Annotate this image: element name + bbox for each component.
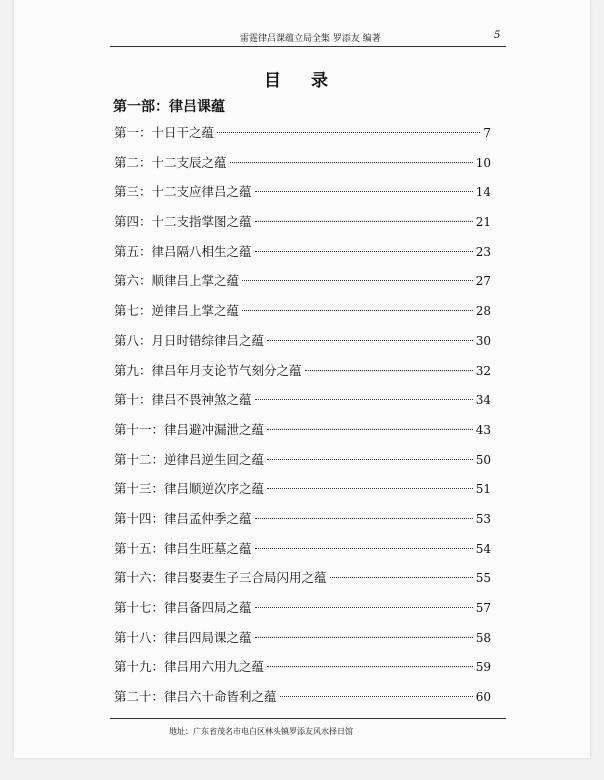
toc-entry: [114, 534, 491, 564]
toc-entry-page: 60: [475, 690, 491, 705]
toc-entry: [114, 682, 491, 712]
toc-title: 目 录: [264, 71, 340, 91]
toc-entry-label: 第十二：逆律吕逆生回之蕴: [114, 451, 265, 467]
toc-entry: [114, 356, 491, 386]
toc-entry-page: 10: [475, 155, 491, 170]
toc-entry-page: 23: [475, 244, 491, 259]
dot-leader: [242, 280, 473, 281]
toc-entry-page: 57: [475, 601, 491, 615]
footer-rule: [110, 718, 506, 719]
toc-entry-label: 第十七：律吕备四局之蕴: [114, 600, 252, 615]
dot-leader: [255, 251, 473, 252]
toc-entry-label: 第十：律吕不畏神煞之蕴: [114, 392, 252, 408]
toc-entry-page: 58: [475, 630, 491, 645]
toc-entry: [114, 445, 491, 475]
toc-entry-label: 第十六：律吕娶妻生子三合局闪用之蕴: [114, 570, 327, 586]
dot-leader: [230, 162, 473, 163]
dot-leader: [242, 310, 473, 311]
toc-entry-page: 59: [475, 660, 491, 675]
running-header: [110, 30, 506, 47]
page-number: 5: [494, 30, 501, 41]
toc-entry: [114, 326, 491, 356]
dot-leader: [330, 577, 473, 578]
toc-entry-page: 28: [475, 304, 491, 319]
dot-leader: [217, 132, 480, 133]
dot-leader: [267, 459, 473, 460]
toc-entry: [114, 118, 491, 148]
dot-leader: [267, 666, 473, 667]
toc-entry-page: 14: [475, 185, 491, 200]
toc-entry-label: 第十五：律吕生旺墓之蕴: [114, 540, 252, 556]
toc-entry: [114, 563, 491, 593]
toc-entry-label: 第四：十二支指掌图之蕴: [114, 214, 252, 230]
toc-entry: [114, 593, 491, 623]
toc-entry-label: 第八：月日时错综律吕之蕴: [114, 332, 265, 348]
dot-leader: [255, 191, 473, 192]
toc-entry: [114, 504, 491, 534]
dot-leader: [267, 429, 473, 430]
dot-leader: [267, 340, 473, 341]
dot-leader: [255, 548, 473, 549]
toc-entry-label: 第六：顺律吕上掌之蕴: [114, 273, 240, 289]
toc-entry-label: 第九：律吕年月支论节气刻分之蕴: [114, 362, 302, 378]
dot-leader: [255, 399, 473, 400]
footer-address: 地址：广东省茂名市电白区林头镇罗添友风水择日馆: [169, 727, 353, 736]
toc-entry-page: 7: [483, 126, 491, 140]
toc-entry: [114, 385, 491, 415]
toc-entry-page: 53: [475, 511, 491, 526]
toc-entry-page: 54: [475, 541, 491, 556]
dot-leader: [267, 488, 473, 489]
dot-leader: [280, 696, 473, 697]
toc-entry-label: 第七：逆律吕上掌之蕴: [114, 303, 240, 319]
toc-entry-page: 43: [475, 422, 491, 437]
toc-entry-label: 第二：十二支辰之蕴: [114, 154, 227, 170]
toc-entry-page: 51: [475, 482, 491, 497]
toc-entry: [114, 148, 491, 178]
toc-entry-label: 第三：十二支应律吕之蕴: [114, 184, 252, 200]
toc-entry: [114, 207, 491, 237]
toc-entry-label: 第十四：律吕孟仲季之蕴: [114, 510, 252, 526]
toc-entry-label: 第十一：律吕避冲漏泄之蕴: [114, 421, 265, 437]
toc-entry-label: 第五：律吕隔八相生之蕴: [114, 243, 252, 259]
toc-entry-page: 30: [475, 333, 491, 348]
toc-entry-page: 27: [475, 274, 491, 289]
toc-entry-page: 50: [475, 452, 491, 467]
dot-leader: [255, 518, 473, 519]
dot-leader: [255, 607, 473, 608]
dot-leader: [255, 221, 473, 222]
section-heading: 第一部：律吕课蕴: [113, 99, 225, 115]
toc-entry-label: 第二十：律吕六十命皆利之蕴: [114, 689, 277, 705]
toc-entry-page: 34: [475, 393, 491, 408]
toc-entry: [114, 266, 491, 296]
toc-entry-page: 21: [475, 215, 491, 230]
toc-entry: [114, 237, 491, 267]
toc-entry-label: 第一：十日干之蕴: [114, 125, 215, 140]
toc-entry-page: 32: [475, 363, 491, 378]
toc-entry-label: 第十三：律吕顺逆次序之蕴: [114, 481, 265, 497]
toc-entry: [114, 296, 491, 326]
dot-leader: [305, 370, 473, 371]
toc-entry: [114, 652, 491, 682]
header-title: 雷霆律吕课蕴立局全集 罗添友 编著: [240, 34, 381, 44]
toc-entry-page: 55: [475, 571, 491, 586]
toc-entry-label: 第十八：律吕四局课之蕴: [114, 629, 252, 645]
toc-entry: [114, 474, 491, 504]
toc-list: [114, 118, 491, 712]
dot-leader: [255, 637, 473, 638]
toc-entry: [114, 177, 491, 207]
toc-entry: [114, 415, 491, 445]
document-page: [14, 0, 590, 758]
toc-entry: [114, 623, 491, 653]
toc-entry-label: 第十九：律吕用六用九之蕴: [114, 659, 265, 675]
